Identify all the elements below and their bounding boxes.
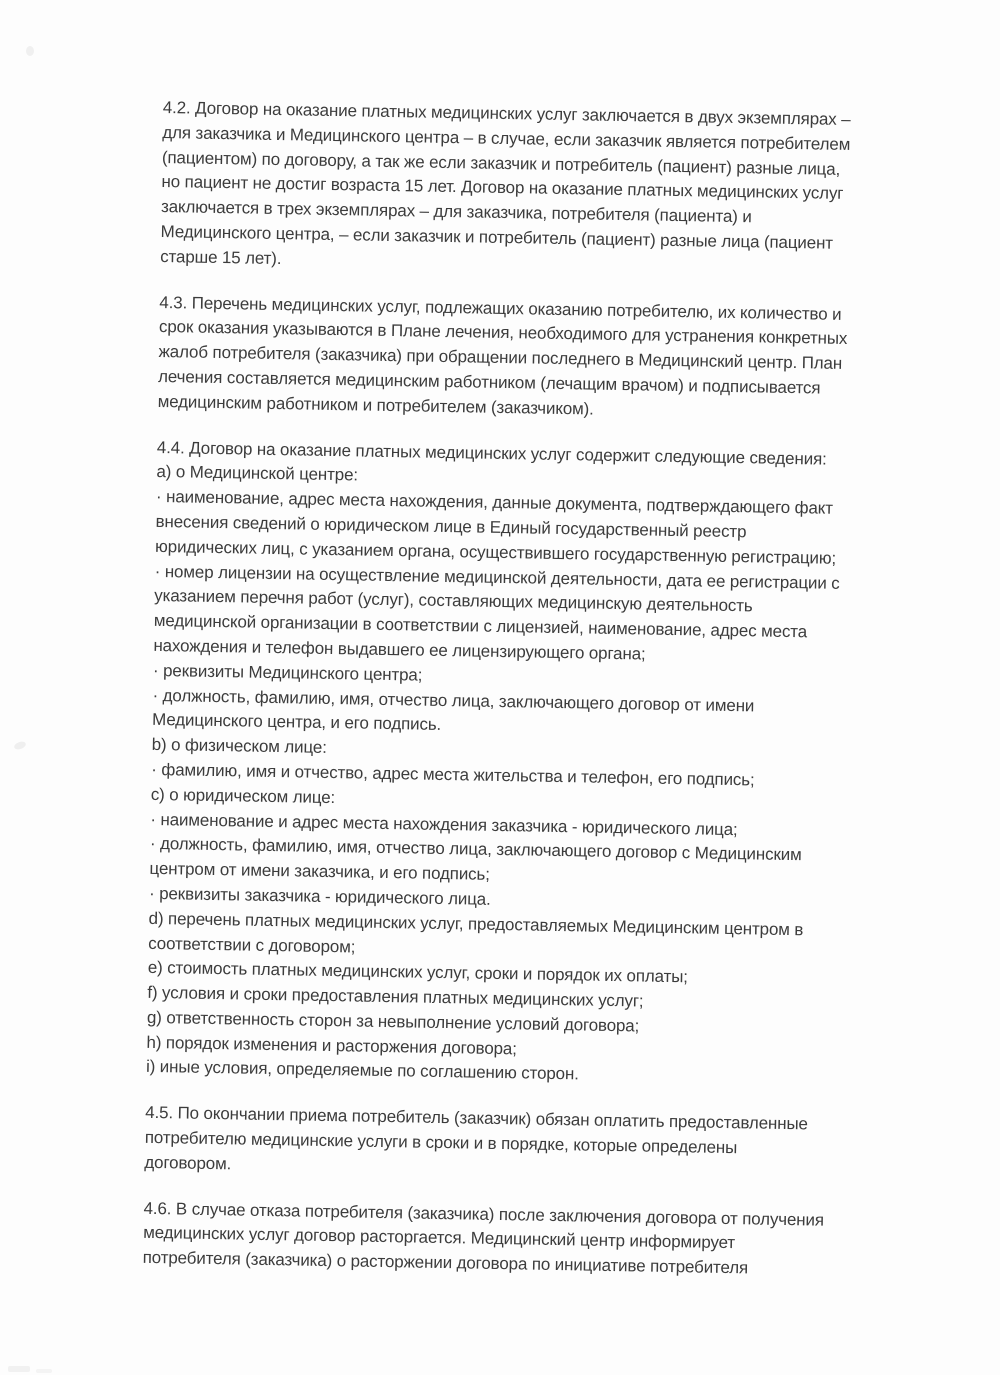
contract-text-block: [142, 96, 963, 1306]
scan-smudge: [8, 1366, 30, 1372]
scan-smudge: [36, 1369, 52, 1373]
scan-smudge: [26, 46, 34, 56]
paragraph-4-6: 4.6. В случае отказа потребителя (заказчика) после заключения договора от получения медицинских услуг договор расторгается. Медицинский центр информирует потребителя (заказчика) о расторжении договора по инициативе потребителя: [142, 1198, 825, 1278]
paragraph-4-4: 4.4. Договор на оказание платных медицинских услуг содержит следующие сведения: a) о Медицинской центре: · наименование, адрес места нахождения, данные документа, подтверждающего факт внесения сведений о юридическом лице в Единый государственный реестр юридических лиц, с указанием органа, осуществившего государственную регистрацию; · номер лицензии на осуществление медицинской деятельности, дата ее регистрации с указанием перечня работ (услуг), составляющих медицинскую деятельность медицинской организации в соответствии с лицензией, наименование, адрес места нахождения и телефон выдавшего ее лицензирующего органа; · реквизиты Медицинского центра; · должность, фамилию, имя, отчество лица, заключающего договор от имени Медицинского центра, и его подпись. b) о физическом лице: · фамилию, имя и отчество, адрес места жительства и телефон, его подпись; c) о юридическом лице: · наименование и адрес места нахождения заказчика - юридического лица; · должность, фамилию, имя, отчество лица, заключающего договор с Медицинским центром от имени заказчика, и его подпись; · реквизиты заказчика - юридического лица. d) перечень платных медицинских услуг, предоставляемых Медицинским центром в соответствии с договором; e) стоимость платных медицинских услуг, сроки и порядок их оплаты; f) условия и сроки предоставления платных медицинских услуг; g) ответственность сторон за невыполнение условий договора; h) порядок изменения и расторжения договора; i) иные условия, определяемые по соглашению сторон.: [145, 437, 840, 1084]
paragraph-4-5: 4.5. По окончании приема потребитель (заказчик) обязан оплатить предоставленные потребителю медицинские услуги в сроки и в порядке, которые определены договором.: [144, 1103, 808, 1174]
paragraph-4-3: 4.3. Перечень медицинских услуг, подлежащих оказанию потребителю, их количество и срок оказания указываются в Плане лечения, необходимого для устранения конкретных жалоб потребителя (заказчика) при обращении последнего в Медицинский центр. План лечения составляется медицинским работником (лечащим врачом) и подписывается медицинским работником и потребителем (заказчиком).: [157, 292, 848, 419]
scan-smudge: [13, 740, 27, 751]
paragraph-4-2: 4.2. Договор на оказание платных медицинских услуг заключается в двух экземплярах – для заказчика и Медицинского центра – в случае, если заказчик является потребителем (пациентом) по договору, а так же если заказчик и потребитель (пациент) разные лица, но пациент не достиг возраста 15 лет. Договор на оказание платных медицинских услуг заключается в трех экземплярах – для заказчика, потребителя (пациента) и Медицинского центра, – если заказчик и потребитель (пациент) разные лица (пациент старше 15 лет).: [160, 97, 851, 268]
